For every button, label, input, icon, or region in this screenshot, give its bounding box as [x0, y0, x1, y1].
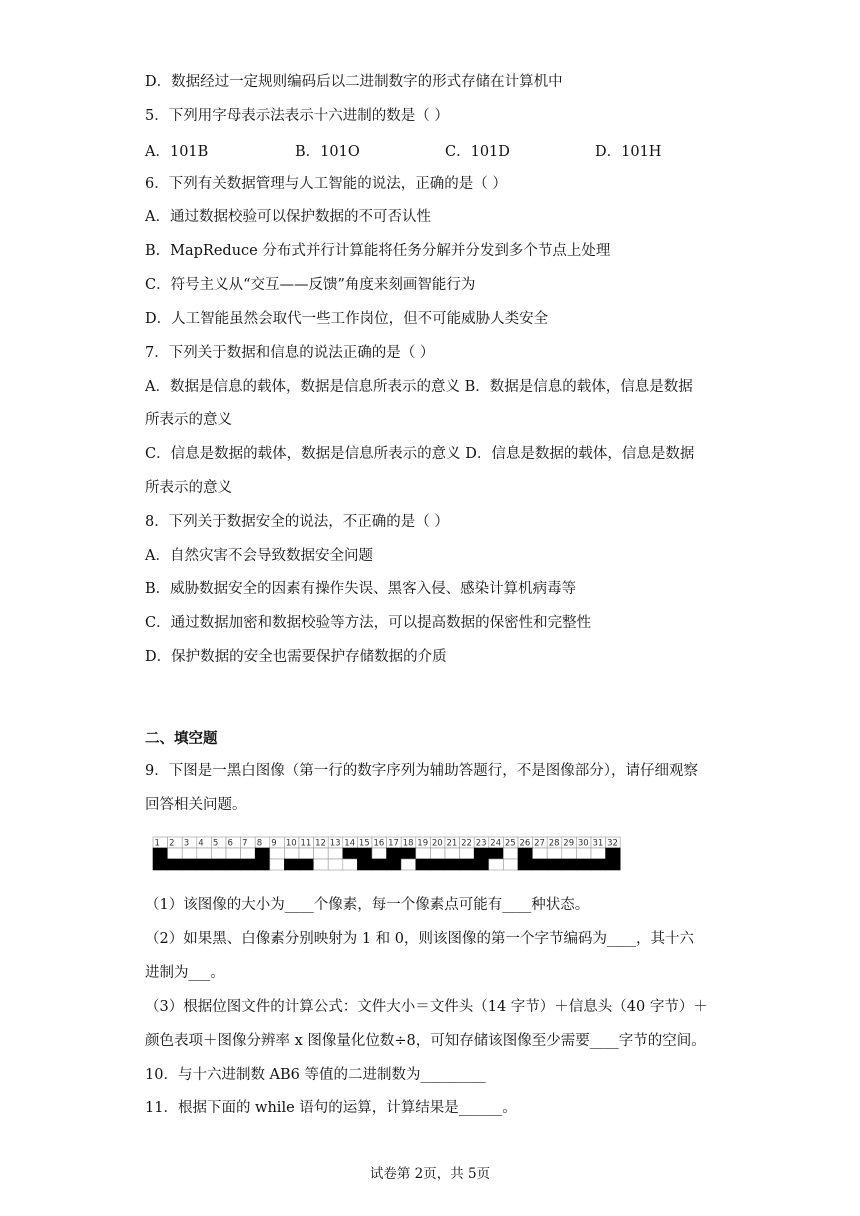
- pixel-black: [343, 848, 358, 859]
- column-number: 31: [592, 838, 604, 849]
- column-number: 16: [373, 838, 385, 849]
- pixel-white: [328, 859, 343, 870]
- pixel-black: [474, 848, 489, 859]
- column-number: 2: [169, 838, 175, 849]
- q5-option-a: A．101B: [145, 144, 209, 160]
- pixel-white: [197, 848, 212, 859]
- column-number: 1: [154, 838, 160, 849]
- pixel-black: [460, 859, 475, 870]
- q7-options-ab: A．数据是信息的载体，数据是信息所表示的意义 B．数据是信息的载体，信息是数据: [145, 379, 693, 395]
- column-number: 18: [402, 838, 414, 849]
- column-number: 19: [417, 838, 429, 849]
- column-number: 29: [563, 838, 575, 849]
- column-number: 26: [519, 838, 531, 849]
- pixel-white: [182, 848, 197, 859]
- pixel-white: [284, 848, 299, 859]
- column-number: 28: [548, 838, 560, 849]
- pixel-black: [299, 859, 314, 870]
- pixel-black: [168, 859, 183, 870]
- q6-option-d: D．人工智能虽然会取代一些工作岗位，但不可能威胁人类安全: [145, 311, 549, 327]
- pixel-white: [270, 848, 285, 859]
- pixel-white: [211, 848, 226, 859]
- q6-option-c: C．符号主义从“交互——反馈”角度来刻画智能行为: [145, 277, 476, 293]
- pixel-white: [314, 859, 329, 870]
- column-number: 32: [607, 838, 618, 849]
- q7-options-cd: C．信息是数据的载体，数据是信息所表示的意义 D．信息是数据的载体，信息是数据: [145, 446, 695, 462]
- pixel-black: [387, 848, 402, 859]
- pixel-black: [606, 848, 621, 859]
- column-number: 10: [285, 838, 297, 849]
- column-number: 12: [315, 838, 326, 849]
- pixel-white: [503, 848, 518, 859]
- column-number: 30: [577, 838, 589, 849]
- pixel-black: [255, 848, 270, 859]
- pixel-black: [474, 859, 489, 870]
- pixel-black: [357, 848, 372, 859]
- pixel-white: [547, 848, 562, 859]
- pixel-black: [197, 859, 212, 870]
- q9-stem-cont: 回答相关问题。: [145, 797, 247, 813]
- page-footer: 试卷第 2页，共 5页: [369, 1166, 491, 1182]
- pixel-black: [518, 859, 533, 870]
- column-number: 23: [475, 838, 487, 849]
- pixel-black: [401, 848, 416, 859]
- q9-part2: （2）如果黑、白像素分别映射为 1 和 0，则该图像的第一个字节编码为____，其十六: [145, 931, 695, 947]
- pixel-black: [489, 848, 504, 859]
- pixel-black: [606, 859, 621, 870]
- section-title: 二、填空题: [145, 730, 218, 747]
- q7-options-ab-cont: 所表示的意义: [145, 412, 232, 428]
- column-number: 25: [504, 838, 516, 849]
- q9-part3: （3）根据位图文件的计算公式：文件大小＝文件头（14 字节）＋信息头（40 字节）＋: [145, 999, 708, 1015]
- q9-part2-cont: 进制为___。: [145, 965, 225, 981]
- q5-option-b: B．101O: [295, 144, 360, 160]
- pixel-black: [241, 859, 256, 870]
- column-number: 8: [256, 838, 263, 849]
- q8-stem: 8．下列关于数据安全的说法，不正确的是（ ）: [145, 514, 449, 530]
- pixel-black: [153, 848, 168, 859]
- pixel-black: [255, 859, 270, 870]
- pixel-white: [533, 848, 548, 859]
- pixel-black: [153, 859, 168, 870]
- pixel-black: [562, 859, 577, 870]
- pixel-white: [503, 859, 518, 870]
- column-number: 24: [490, 838, 502, 849]
- pixel-black: [182, 859, 197, 870]
- pixel-black: [533, 859, 548, 870]
- q5-options: [145, 140, 745, 160]
- column-number: 22: [461, 838, 472, 849]
- q10-stem: 10．与十六进制数 AB6 等值的二进制数为_________: [145, 1067, 486, 1083]
- pixel-white: [562, 848, 577, 859]
- pixel-black: [211, 859, 226, 870]
- q9-stem: 9．下图是一黑白图像（第一行的数字序列为辅助答题行，不是图像部分），请仔细观察: [145, 763, 698, 779]
- pixel-white: [270, 859, 285, 870]
- q6-option-b: B．MapReduce 分布式并行计算能将任务分解并分发到多个节点上处理: [145, 243, 611, 259]
- pixel-white: [299, 848, 314, 859]
- q9-part1: （1）该图像的大小为____个像素，每一个像素点可能有____种状态。: [145, 897, 590, 913]
- pixel-black: [576, 859, 591, 870]
- pixel-white: [445, 848, 460, 859]
- pixel-black: [445, 859, 460, 870]
- q7-stem: 7．下列关于数据和信息的说法正确的是（ ）: [145, 345, 435, 361]
- q5-option-c: C．101D: [445, 144, 510, 160]
- pixel-white: [241, 848, 256, 859]
- column-number: 17: [388, 838, 399, 849]
- q5-stem: 5．下列用字母表示法表示十六进制的数是（ ）: [145, 108, 449, 124]
- pixel-white: [328, 848, 343, 859]
- q8-option-a: A．自然灾害不会导致数据安全问题: [145, 548, 373, 564]
- q6-option-a: A．通过数据校验可以保护数据的不可否认性: [145, 209, 431, 225]
- q9-part3-cont: 颜色表项＋图像分辨率 x 图像量化位数÷8，可知存储该图像至少需要____字节的空间。: [145, 1033, 706, 1049]
- pixel-white: [591, 848, 606, 859]
- pixel-white: [372, 848, 387, 859]
- pixel-black: [387, 859, 402, 870]
- pixel-black: [357, 859, 372, 870]
- pixel-black: [518, 848, 533, 859]
- pixel-black: [591, 859, 606, 870]
- column-number: 3: [183, 838, 190, 849]
- pixel-black: [372, 859, 387, 870]
- q4-option-d: D．数据经过一定规则编码后以二进制数字的形式存储在计算机中: [145, 74, 563, 90]
- column-number: 20: [431, 838, 443, 849]
- pixel-white: [314, 848, 329, 859]
- q6-stem: 6．下列有关数据管理与人工智能的说法，正确的是（ ）: [145, 176, 507, 192]
- column-number: 14: [344, 838, 356, 849]
- pixel-white: [489, 859, 504, 870]
- q8-option-c: C．通过数据加密和数据校验等方法，可以提高数据的保密性和完整性: [145, 615, 592, 631]
- column-number: 11: [300, 838, 312, 849]
- column-number: 13: [329, 838, 341, 849]
- q11-stem: 11．根据下面的 while 语句的运算，计算结果是______。: [145, 1100, 517, 1116]
- pixel-black: [547, 859, 562, 870]
- column-number: 5: [212, 838, 219, 849]
- pixel-white: [460, 848, 475, 859]
- column-number: 7: [242, 838, 248, 849]
- pixel-black: [284, 859, 299, 870]
- q5-option-d: D．101H: [595, 144, 662, 160]
- pixel-white: [343, 859, 358, 870]
- q8-option-b: B．威胁数据安全的因素有操作失误、黑客入侵、感染计算机病毒等: [145, 581, 577, 597]
- pixel-black: [226, 859, 241, 870]
- q7-options-cd-cont: 所表示的意义: [145, 480, 232, 496]
- pixel-black: [430, 859, 445, 870]
- column-number: 9: [271, 838, 277, 849]
- column-number: 27: [534, 838, 545, 849]
- pixel-white: [168, 848, 183, 859]
- column-number: 6: [227, 838, 233, 849]
- pixel-white: [576, 848, 591, 859]
- column-number: 15: [358, 838, 370, 849]
- pixel-white: [401, 859, 416, 870]
- pixel-white: [430, 848, 445, 859]
- pixel-black: [416, 859, 431, 870]
- column-number: 21: [446, 838, 458, 849]
- pixel-white: [416, 848, 431, 859]
- column-number: 4: [198, 838, 204, 849]
- pixel-image-grid: [152, 836, 621, 871]
- q8-option-d: D．保护数据的安全也需要保护存储数据的介质: [145, 649, 447, 665]
- pixel-white: [226, 848, 241, 859]
